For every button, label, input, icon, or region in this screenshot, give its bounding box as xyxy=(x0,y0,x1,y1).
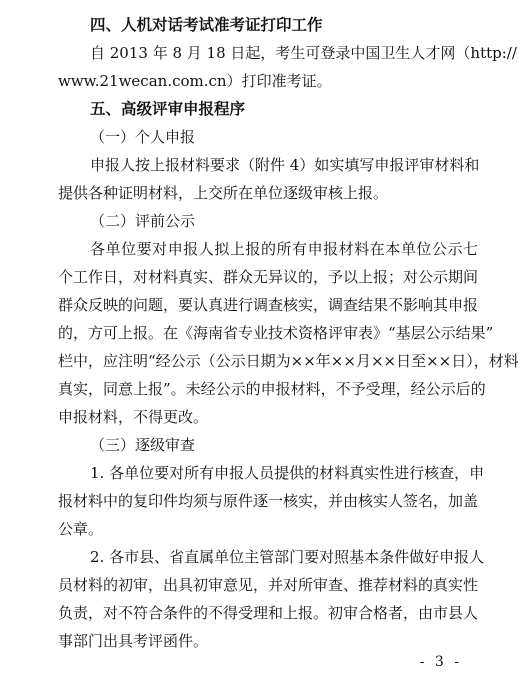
subsection-heading-2: （二）评前公示 xyxy=(90,212,196,230)
paragraph-line: 群众反映的问题，要认真进行调查核实，调查结果不影响其申报 xyxy=(58,296,479,314)
paragraph-line: 自 2013 年 8 月 18 日起，考生可登录中国卫生人才网（http:// xyxy=(90,44,517,62)
paragraph-line: 各单位要对申报人拟上报的所有申报材料在本单位公示七 xyxy=(90,240,478,258)
paragraph-line: 1. 各单位要对所有申报人员提供的材料真实性进行核查，申 xyxy=(90,464,485,482)
paragraph-line: 的，方可上报。在《海南省专业技术资格评审表》“基层公示结果” xyxy=(58,324,494,342)
section-heading-5: 五、高级评审申报程序 xyxy=(90,100,246,118)
section-heading-4: 四、人机对话考试准考证打印工作 xyxy=(90,16,323,34)
paragraph-line: 栏中，应注明“经公示（公示日期为××年××月××日至××日），材料 xyxy=(58,352,519,370)
paragraph-line: 申报材料，不得更改。 xyxy=(58,408,209,426)
paragraph-line: 提供各种证明材料，上交所在单位逐级审核上报。 xyxy=(58,184,389,202)
subsection-heading-3: （三）逐级审查 xyxy=(90,436,196,454)
paragraph-line: 真实，同意上报”。未经公示的申报材料，不予受理，经公示后的 xyxy=(58,380,486,398)
paragraph-line: 负责，对不符合条件的不得受理和上报。初审合格者，由市县人 xyxy=(58,604,479,622)
paragraph-line: 公章。 xyxy=(58,520,104,538)
paragraph-line: www.21wecan.com.cn）打印准考证。 xyxy=(58,72,332,90)
paragraph-line: 事部门出具考评函件。 xyxy=(58,632,209,650)
subsection-heading-1: （一）个人申报 xyxy=(90,128,196,146)
paragraph-line: 个工作日，对材料真实、群众无异议的，予以上报；对公示期间 xyxy=(58,268,479,286)
paragraph-line: 2. 各市县、省直属单位主管部门要对照基本条件做好申报人 xyxy=(90,548,485,566)
paragraph-line: 员材料的初审，出具初审意见，并对所审查、推荐材料的真实性 xyxy=(58,576,479,594)
page-number: - 3 - xyxy=(419,654,462,670)
paragraph-line: 申报人按上报材料要求（附件 4）如实填写申报评审材料和 xyxy=(90,156,480,174)
paragraph-line: 报材料中的复印件均须与原件逐一核实，并由核实人签名，加盖 xyxy=(58,492,479,510)
